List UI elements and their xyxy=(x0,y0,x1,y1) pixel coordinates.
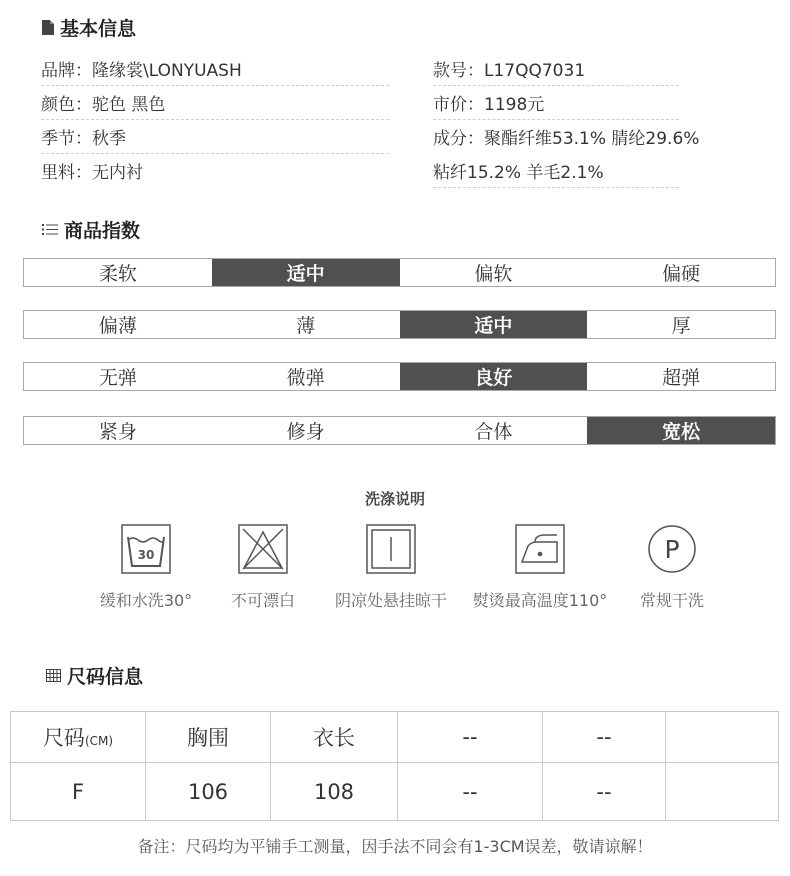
index-option: 偏薄 xyxy=(98,315,137,337)
table-cell: F xyxy=(11,763,146,821)
wash-label: 阴凉处悬挂晾干 xyxy=(334,591,447,610)
basic-info-title: 基本信息 xyxy=(60,18,137,40)
svg-text:30: 30 xyxy=(137,548,155,562)
size-info-header xyxy=(46,662,143,689)
index-fit xyxy=(23,416,776,445)
index-option-selected: 宽松 xyxy=(587,417,775,444)
divider xyxy=(41,153,389,154)
wash-label: 不可漂白 xyxy=(230,591,295,610)
dry-clean-p-icon xyxy=(647,524,697,574)
index-softness xyxy=(23,258,776,287)
no-bleach-icon xyxy=(238,524,288,574)
table-header-cell xyxy=(666,712,779,763)
index-option-selected: 适中 xyxy=(212,259,400,286)
index-option: 超弹 xyxy=(662,367,701,389)
table-header-cell: -- xyxy=(398,712,543,763)
divider xyxy=(433,119,679,120)
list-icon xyxy=(42,223,58,236)
wash-item xyxy=(316,524,466,611)
index-option: 偏软 xyxy=(474,263,513,285)
size-note: 备注：尺码均为平铺手工测量，因手法不同会有1-3CM误差，敬请谅解！ xyxy=(137,837,653,856)
table-row xyxy=(11,763,779,821)
info-composition-cont: 粘纤15.2% 羊毛2.1% xyxy=(433,163,604,183)
index-thickness xyxy=(23,310,776,339)
basic-info-header xyxy=(42,14,136,41)
wash-label: 缓和水洗30° xyxy=(99,591,193,610)
index-option: 合体 xyxy=(474,421,513,443)
shade-dry-icon xyxy=(366,524,416,574)
wash-30-icon xyxy=(121,524,171,574)
wash-title: 洗涤说明 xyxy=(364,490,425,508)
index-option: 修身 xyxy=(286,421,325,443)
index-option-selected: 适中 xyxy=(400,311,588,338)
index-option: 偏硬 xyxy=(662,263,701,285)
wash-label: 常规干洗 xyxy=(639,591,704,610)
table-header-cell: -- xyxy=(543,712,666,763)
grid-table-icon xyxy=(46,669,61,682)
info-style-no: 款号：L17QQ7031 xyxy=(433,61,586,81)
size-table xyxy=(10,711,779,821)
info-price: 市价：1198元 xyxy=(433,95,545,115)
divider xyxy=(433,187,679,188)
table-header-row xyxy=(11,712,779,763)
wash-item xyxy=(597,524,747,611)
size-info-title: 尺码信息 xyxy=(67,666,144,688)
table-header-cell: 尺码(CM) xyxy=(11,712,146,763)
table-cell xyxy=(666,763,779,821)
table-cell: -- xyxy=(398,763,543,821)
table-header-cell: 胸围 xyxy=(146,712,271,763)
divider xyxy=(433,85,679,86)
document-icon xyxy=(42,20,54,35)
svg-text:P: P xyxy=(664,535,680,564)
info-lining: 里料：无内衬 xyxy=(41,163,143,183)
index-option: 厚 xyxy=(671,315,691,337)
table-cell: 108 xyxy=(271,763,398,821)
iron-icon xyxy=(515,524,565,574)
info-color: 颜色：驼色 黑色 xyxy=(41,95,166,115)
index-option-selected: 良好 xyxy=(400,363,588,390)
info-composition: 成分：聚酯纤维53.1% 腈纶29.6% xyxy=(433,129,700,149)
index-option: 紧身 xyxy=(98,421,137,443)
wash-label: 熨烫最高温度110° xyxy=(472,591,608,610)
index-option: 无弹 xyxy=(98,367,137,389)
index-option: 柔软 xyxy=(98,263,137,285)
info-brand: 品牌：隆缘裳\LONYUASH xyxy=(41,61,242,81)
index-option: 薄 xyxy=(296,315,316,337)
table-header-cell: 衣长 xyxy=(271,712,398,763)
product-index-header xyxy=(42,216,140,243)
divider xyxy=(41,85,389,86)
info-season: 季节：秋季 xyxy=(41,129,126,149)
table-cell: -- xyxy=(543,763,666,821)
index-elasticity xyxy=(23,362,776,391)
table-cell: 106 xyxy=(146,763,271,821)
wash-item xyxy=(465,524,615,611)
product-index-title: 商品指数 xyxy=(64,220,141,242)
index-option: 微弹 xyxy=(286,367,325,389)
divider xyxy=(41,119,389,120)
